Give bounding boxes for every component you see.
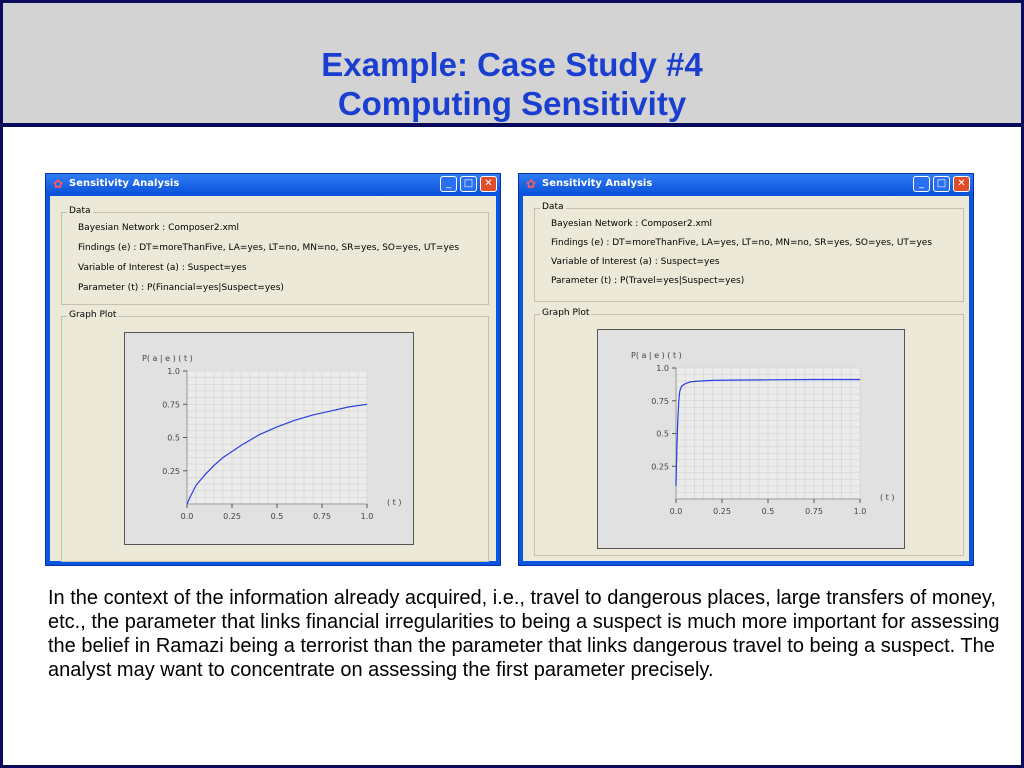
title-bar[interactable]: [519, 174, 973, 195]
title-bar[interactable]: [46, 174, 500, 195]
sensitivity-window-1: [45, 173, 501, 566]
plot-panel: [597, 329, 905, 549]
x-tick-label: 0.75: [313, 512, 331, 521]
x-tick-label: 0.5: [270, 512, 284, 521]
x-axis-label: ( t ): [880, 493, 895, 502]
y-tick-label: 0.5: [167, 433, 180, 443]
y-tick-label: 0.25: [162, 466, 180, 476]
sensitivity-chart: [125, 333, 415, 546]
window-title: Sensitivity Analysis: [69, 178, 180, 189]
findings-row: Findings (e) : DT=moreThanFive, LA=yes, LT=no, MN=no, SR=yes, SO=yes, UT=yes: [78, 243, 460, 253]
interest-row: Variable of Interest (a) : Suspect=yes: [78, 263, 247, 273]
maximize-button[interactable]: □: [933, 176, 950, 192]
y-tick-label: 0.75: [162, 400, 180, 410]
app-icon: ✿: [52, 177, 64, 191]
window-client: [523, 196, 969, 561]
y-tick-label: 0.5: [656, 429, 669, 439]
sensitivity-chart: [598, 330, 906, 550]
minimize-button[interactable]: _: [440, 176, 457, 192]
x-tick-label: 1.0: [360, 512, 374, 521]
network-row: Bayesian Network : Composer2.xml: [551, 219, 713, 229]
x-tick-label: 0.25: [223, 512, 241, 521]
x-tick-label: 0.0: [669, 507, 683, 516]
graph-group-label: Graph Plot: [542, 308, 590, 318]
slide-title-line1: Example: Case Study #4: [321, 46, 703, 83]
graph-group: [534, 308, 964, 556]
slide-title-line2: Computing Sensitivity: [337, 85, 687, 122]
data-group: [61, 206, 489, 305]
window-title: Sensitivity Analysis: [542, 178, 653, 189]
x-tick-label: 0.75: [805, 507, 823, 516]
slide-header: [3, 3, 1021, 127]
parameter-row: Parameter (t) : P(Travel=yes|Suspect=yes): [551, 276, 745, 286]
x-tick-label: 1.0: [853, 507, 867, 516]
parameter-row: Parameter (t) : P(Financial=yes|Suspect=yes): [78, 283, 284, 293]
graph-group: [61, 310, 489, 562]
data-group-label: Data: [542, 202, 564, 212]
data-group: [534, 202, 964, 302]
slide-body-text: In the context of the information already acquired, i.e., travel to dangerous places, large transfers of money, etc., the parameter that links financial irregularities to being a suspect is much more important for assessing the belief in Ramazi being a terrorist than the parameter that links dangerous travel to being a suspect. The analyst may want to concentrate on assessing the first parameter precisely.: [48, 587, 1000, 681]
minimize-button[interactable]: _: [913, 176, 930, 192]
close-button[interactable]: ✕: [480, 176, 497, 192]
y-tick-label: 1.0: [656, 364, 669, 373]
y-axis-label: P( a | e ) ( t ): [631, 351, 682, 360]
x-tick-label: 0.5: [761, 507, 775, 516]
x-tick-label: 0.25: [713, 507, 731, 516]
y-axis-label: P( a | e ) ( t ): [142, 354, 193, 363]
close-button[interactable]: ✕: [953, 176, 970, 192]
network-row: Bayesian Network : Composer2.xml: [78, 223, 240, 233]
plot-panel: [124, 332, 414, 545]
findings-row: Findings (e) : DT=moreThanFive, LA=yes, LT=no, MN=no, SR=yes, SO=yes, UT=yes: [551, 238, 933, 248]
sensitivity-window-2: [518, 173, 974, 566]
window-client: [50, 196, 496, 561]
app-icon: ✿: [525, 177, 537, 191]
y-tick-label: 0.25: [651, 462, 669, 472]
interest-row: Variable of Interest (a) : Suspect=yes: [551, 257, 720, 267]
data-group-label: Data: [69, 206, 91, 216]
y-tick-label: 0.75: [651, 396, 669, 406]
x-axis-label: ( t ): [387, 498, 402, 507]
y-tick-label: 1.0: [167, 367, 180, 376]
x-tick-label: 0.0: [180, 512, 194, 521]
maximize-button[interactable]: □: [460, 176, 477, 192]
graph-group-label: Graph Plot: [69, 310, 117, 320]
